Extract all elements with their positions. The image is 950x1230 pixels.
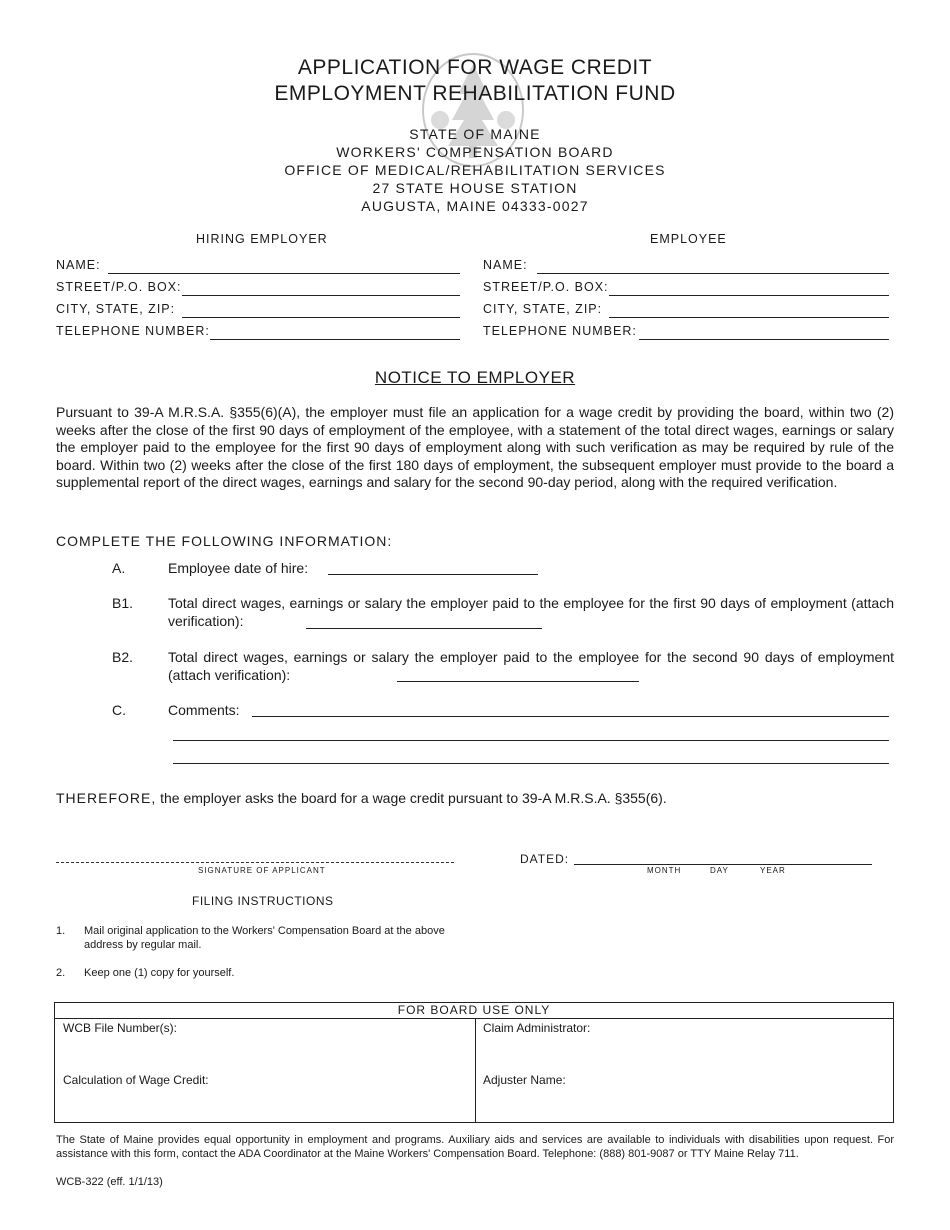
comments-field-line2[interactable] (173, 740, 889, 741)
employee-phone-label: TELEPHONE NUMBER: (483, 324, 637, 338)
employer-city-field[interactable] (182, 317, 460, 318)
board-use-divider (475, 1019, 476, 1122)
claim-admin-label: Claim Administrator: (483, 1021, 591, 1035)
item-c-key: C. (112, 702, 126, 718)
employee-street-field[interactable] (609, 295, 889, 296)
month-label: MONTH (647, 866, 682, 875)
first-90-wages-field[interactable] (306, 628, 542, 629)
dated-field[interactable] (574, 864, 872, 865)
complete-heading: COMPLETE THE FOLLOWING INFORMATION: (56, 533, 393, 549)
item-b2-key: B2. (112, 649, 134, 665)
hire-date-field[interactable] (328, 574, 538, 575)
filing-item1-text: Mail original application to the Workers' Compensation Board at the above address by regular mail. (84, 925, 445, 951)
board-use-box (54, 1002, 894, 1123)
day-label: DAY (710, 866, 729, 875)
therefore-statement (56, 790, 667, 806)
employee-city-label: CITY, STATE, ZIP: (483, 302, 603, 316)
employer-phone-label: TELEPHONE NUMBER: (56, 324, 210, 338)
notice-paragraph: Pursuant to 39-A M.R.S.A. §355(6)(A), the employer must file an application for a wage credit by providing the board, within two (2) weeks after the close of the first 90 days of employment of the employee, with a statement of the total direct wages, earnings or salary the employer paid to the employee for the first 90 days of employment along with such verification as may be required by rule of the board. Within two (2) weeks after the close of the first 180 days of employment, the subsequent employer must provide to the board a supplemental report of the direct wages, earnings and salary for the second 90-day period, along with the required verification. (56, 404, 894, 491)
second-90-wages-field[interactable] (397, 681, 639, 682)
comments-field-line1[interactable] (252, 716, 889, 717)
employee-name-label: NAME: (483, 258, 528, 272)
therefore-rest: the employer asks the board for a wage credit pursuant to 39-A M.R.S.A. §355(6). (156, 790, 667, 806)
item-b1-text: Total direct wages, earnings or salary the employer paid to the employee for the first 90 days of employment (attach verification): (168, 595, 894, 629)
board-use-title: FOR BOARD USE ONLY (55, 1003, 893, 1019)
equal-opportunity-notice: The State of Maine provides equal opportunity in employment and programs. Auxiliary aids and services are available to individuals with disabilities upon request. For assistance with this form, contact the ADA Coordinator at the Maine Workers' Compensation Board. Telephone: (888) 801-9087 or TTY Maine Relay 711. (56, 1134, 894, 1160)
employer-street-field[interactable] (182, 295, 460, 296)
signature-field[interactable] (56, 862, 454, 863)
agency-line: 27 STATE HOUSE STATION (372, 180, 578, 196)
employee-street-label: STREET/P.O. BOX: (483, 280, 609, 294)
filing-heading: FILING INSTRUCTIONS (192, 894, 334, 908)
employer-street-label: STREET/P.O. BOX: (56, 280, 182, 294)
employee-heading: EMPLOYEE (650, 232, 727, 246)
notice-heading: NOTICE TO EMPLOYER (374, 368, 576, 387)
calc-wage-credit-label: Calculation of Wage Credit: (63, 1073, 209, 1087)
agency-line: WORKERS' COMPENSATION BOARD (336, 144, 614, 160)
employer-city-label: CITY, STATE, ZIP: (56, 302, 176, 316)
employer-name-label: NAME: (56, 258, 101, 272)
filing-item1-num: 1. (56, 925, 66, 937)
filing-item2-num: 2. (56, 967, 66, 979)
hiring-employer-heading: HIRING EMPLOYER (196, 232, 328, 246)
employee-name-field[interactable] (537, 273, 889, 274)
item-b2-text: Total direct wages, earnings or salary the employer paid to the employee for the second 90 days of employment (attach verification): (168, 649, 894, 683)
form-id: WCB-322 (eff. 1/1/13) (56, 1176, 163, 1188)
item-a-text: Employee date of hire: (168, 560, 309, 576)
year-label: YEAR (760, 866, 786, 875)
employee-city-field[interactable] (609, 317, 889, 318)
wcb-file-label: WCB File Number(s): (63, 1021, 178, 1035)
agency-line: OFFICE OF MEDICAL/REHABILITATION SERVICES (284, 162, 666, 178)
item-b1-key: B1. (112, 595, 134, 611)
signature-label: SIGNATURE OF APPLICANT (198, 866, 326, 875)
employer-name-field[interactable] (108, 273, 460, 274)
employer-phone-field[interactable] (210, 339, 460, 340)
therefore-lead: THEREFORE, (56, 790, 157, 806)
agency-line: AUGUSTA, MAINE 04333-0027 (361, 198, 589, 214)
agency-line: STATE OF MAINE (409, 126, 541, 142)
item-a-key: A. (112, 560, 126, 576)
form-subtitle: EMPLOYMENT REHABILITATION FUND (274, 82, 676, 105)
comments-field-line3[interactable] (173, 763, 889, 764)
form-title: APPLICATION FOR WAGE CREDIT (297, 56, 653, 79)
employee-phone-field[interactable] (639, 339, 889, 340)
dated-label: DATED: (520, 852, 570, 866)
filing-item2-text: Keep one (1) copy for yourself. (84, 967, 235, 979)
item-c-text: Comments: (168, 702, 240, 718)
adjuster-name-label: Adjuster Name: (483, 1073, 566, 1087)
